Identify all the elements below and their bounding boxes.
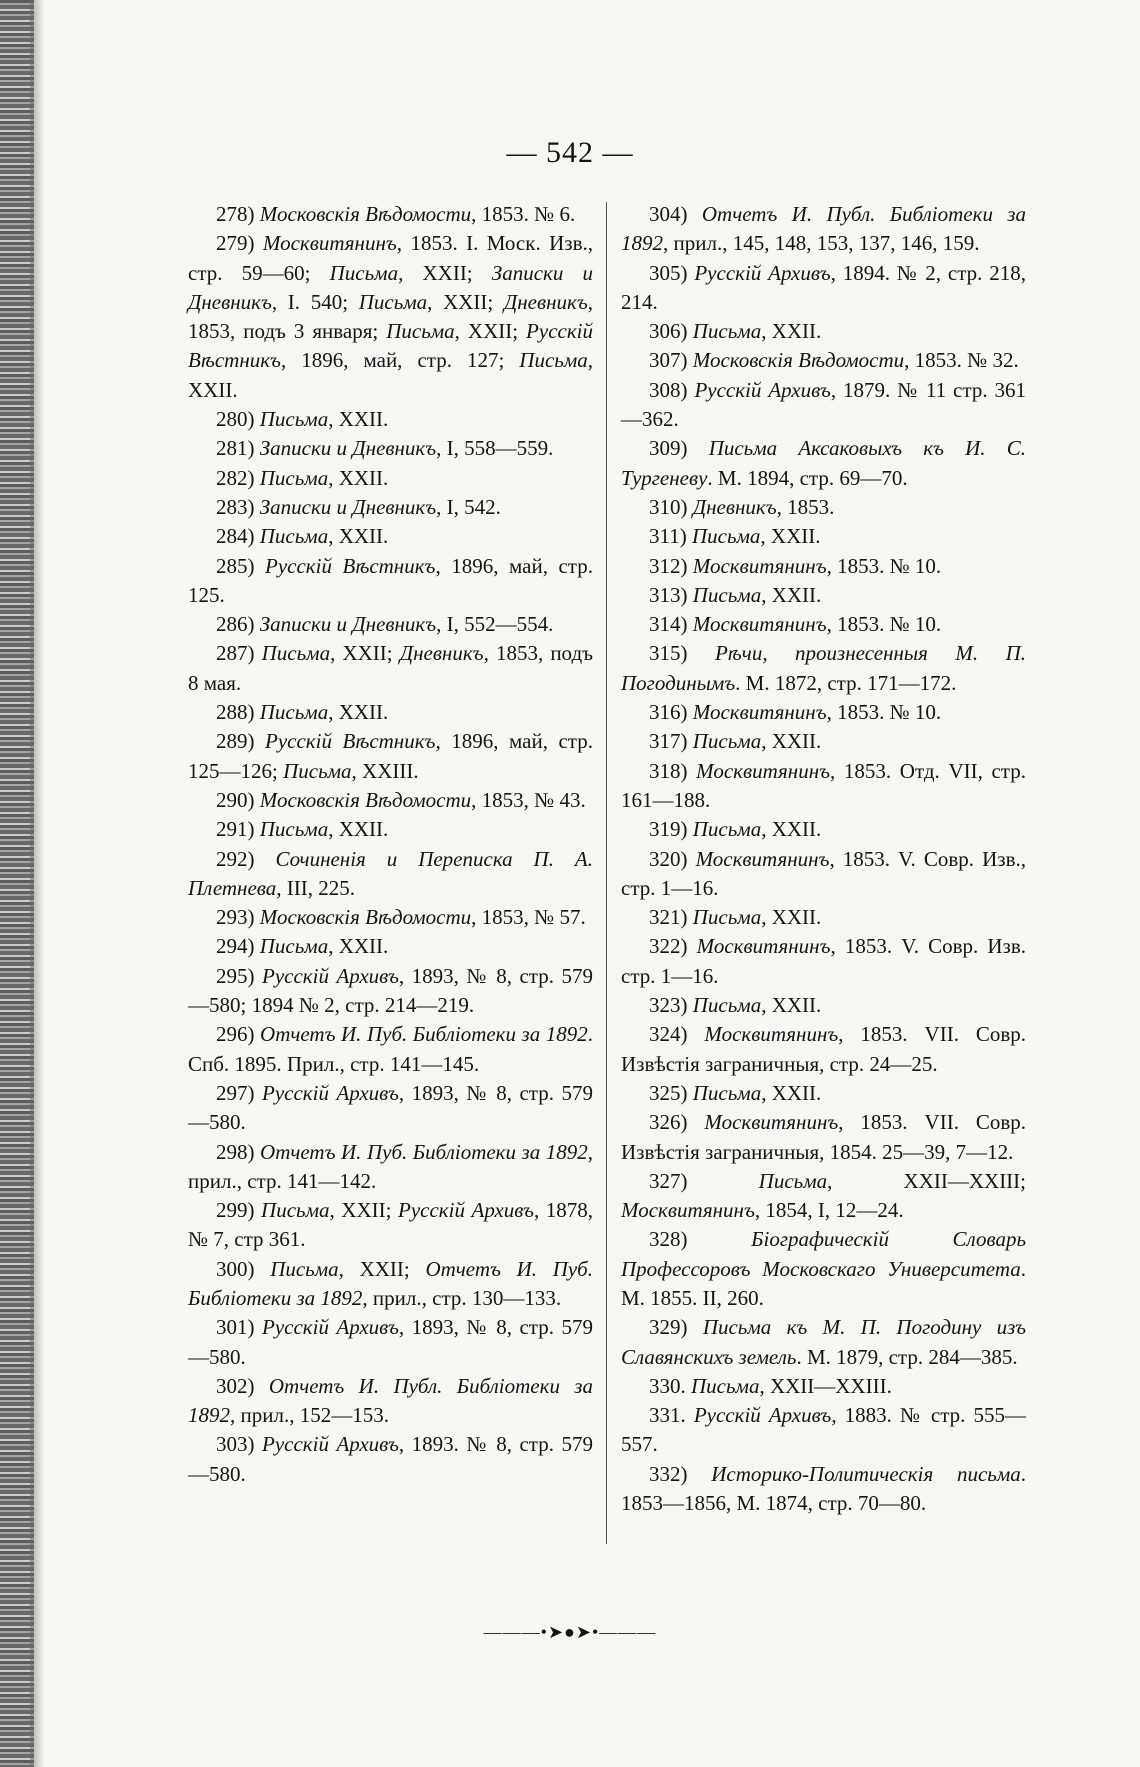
note-entry: 301) Русскій Архивъ, 1893, № 8, стр. 579—580. xyxy=(188,1315,593,1369)
note-entry: 289) Русскій Вѣстникъ, 1896, май, стр. 125—126; Письма, XXIII. xyxy=(188,729,593,783)
column-divider xyxy=(606,202,607,1544)
note-entry: 284) Письма, XXII. xyxy=(216,524,389,549)
note-entry: 312) Москвитянинъ, 1853. № 10. xyxy=(649,553,942,578)
note-entry: 279) Москвитянинъ, 1853. I. Моск. Изв., стр. 59—60; Письма, XXII; Записки и Дневникъ, I. 540; Письма, XXII; Дневникъ, 1853, подъ 3 января; Письма, XXII; Русскій Вѣстникъ, 1896, май, стр. 127; Письма, XXII. xyxy=(188,231,594,402)
note-entry: 283) Записки и Дневникъ, I, 542. xyxy=(216,494,501,519)
page-number: — 542 — xyxy=(506,136,634,169)
note-entry: 303) Русскій Архивъ, 1893. № 8, стр. 579—580. xyxy=(188,1432,593,1486)
note-entry: 287) Письма, XXII; Дневникъ, 1853, подъ 8 мая. xyxy=(188,641,593,695)
note-entry: 313) Письма, XXII. xyxy=(649,582,822,607)
note-entry: 319) Письма, XXII. xyxy=(649,817,822,842)
note-entry: 300) Письма, XXII; Отчетъ И. Пуб. Библіотеки за 1892, прил., стр. 130—133. xyxy=(188,1256,593,1310)
note-entry: 291) Письма, XXII. xyxy=(216,817,389,842)
two-column-notes xyxy=(188,200,1028,1600)
note-entry: 323) Письма, XXII. xyxy=(649,993,822,1018)
note-entry: 317) Письма, XXII. xyxy=(649,729,822,754)
note-entry: 299) Письма, XXII; Русскій Архивъ, 1878, № 7, стр 361. xyxy=(188,1198,594,1252)
note-entry: 296) Отчетъ И. Пуб. Библіотеки за 1892. Спб. 1895. Прил., стр. 141—145. xyxy=(188,1022,594,1076)
note-entry: 326) Москвитянинъ, 1853. VII. Совр. Извѣстія заграничныя, 1854. 25—39, 7—12. xyxy=(621,1110,1026,1164)
note-entry: 302) Отчетъ И. Публ. Библіотеки за 1892, прил., 152—153. xyxy=(188,1373,593,1428)
note-entry: 306) Письма, XXII. xyxy=(649,319,822,344)
note-entry: 282) Письма, XXII. xyxy=(216,465,389,490)
note-entry: 308) Русскій Архивъ, 1879. № 11 стр. 361—362. xyxy=(621,377,1027,432)
note-entry: 278) Московскія Вѣдомости, 1853. № 6. xyxy=(216,202,576,226)
note-entry: 280) Письма, XXII. xyxy=(216,407,389,432)
note-entry: 294) Письма, XXII. xyxy=(216,934,389,959)
note-entry: 322) Москвитянинъ, 1853. V. Совр. Изв. стр. 1—16. xyxy=(621,934,1026,988)
note-entry: 298) Отчетъ И. Пуб. Библіотеки за 1892, прил., стр. 141—142. xyxy=(188,1139,594,1193)
note-entry: 310) Дневникъ, 1853. xyxy=(649,494,835,519)
note-entry: 288) Письма, XXII. xyxy=(216,700,389,725)
note-entry: 295) Русскій Архивъ, 1893, № 8, стр. 579—580; 1894 № 2, стр. 214—219. xyxy=(188,963,593,1018)
note-entry: 330. Письма, XXII—XXIII. xyxy=(649,1373,892,1398)
note-entry: 315) Рѣчи, произнесенныя М. П. Погодинымъ. М. 1872, стр. 171—172. xyxy=(621,641,1026,695)
note-entry: 286) Записки и Дневникъ, I, 552—554. xyxy=(216,612,554,637)
note-entry: 316) Москвитянинъ, 1853. № 10. xyxy=(649,700,942,725)
note-entry: 307) Московскія Вѣдомости, 1853. № 32. xyxy=(649,348,1019,373)
note-entry: 321) Письма, XXII. xyxy=(649,905,822,930)
note-entry: 320) Москвитянинъ, 1853. V. Совр. Изв., стр. 1—16. xyxy=(621,846,1026,900)
end-ornament: ———•➤●➤•——— xyxy=(483,1622,657,1642)
right-column xyxy=(621,200,1026,1518)
note-entry: 325) Письма, XXII. xyxy=(649,1080,822,1105)
note-entry: 314) Москвитянинъ, 1853. № 10. xyxy=(649,612,942,637)
note-entry: 327) Письма, XXII—XXIII; Москвитянинъ, 1854, I, 12—24. xyxy=(621,1168,1027,1223)
left-column xyxy=(188,200,593,1489)
note-entry: 304) Отчетъ И. Публ. Библіотеки за 1892, прил., 145, 148, 153, 137, 146, 159. xyxy=(621,202,1026,256)
note-entry: 285) Русскій Вѣстникъ, 1896, май, стр. 125. xyxy=(188,553,593,607)
note-entry: 297) Русскій Архивъ, 1893, № 8, стр. 579—580. xyxy=(188,1080,593,1135)
note-entry: 311) Письма, XXII. xyxy=(649,524,821,549)
note-entry: 293) Московскія Вѣдомости, 1853, № 57. xyxy=(216,905,586,930)
note-entry: 318) Москвитянинъ, 1853. Отд. VII, стр. 161—188. xyxy=(621,758,1026,812)
note-entry: 305) Русскій Архивъ, 1894. № 2, стр. 218, 214. xyxy=(621,260,1026,314)
note-entry: 324) Москвитянинъ, 1853. VII. Совр. Извѣстія заграничныя, стр. 24—25. xyxy=(621,1022,1026,1076)
note-entry: 290) Московскія Вѣдомости, 1853, № 43. xyxy=(216,787,586,812)
note-entry: 281) Записки и Дневникъ, I, 558—559. xyxy=(216,436,554,461)
note-entry: 332) Историко-Политическія письма. 1853—1856, М. 1874, стр. 70—80. xyxy=(621,1461,1026,1516)
note-entry: 328) Біографическій Словарь Профессоровъ Московскаго Университета. М. 1855. II, 260. xyxy=(621,1227,1026,1310)
scanned-page-edge xyxy=(0,0,34,1767)
note-entry: 331. Русскій Архивъ, 1883. № стр. 555—557. xyxy=(621,1403,1026,1457)
note-entry: 292) Сочиненія и Переписка П. А. Плетнева, III, 225. xyxy=(188,846,593,900)
note-entry: 329) Письма къ М. П. Погодину изъ Славянскихъ земель. М. 1879, стр. 284—385. xyxy=(621,1315,1026,1369)
note-entry: 309) Письма Аксаковыхъ къ И. С. Тургеневу. М. 1894, стр. 69—70. xyxy=(621,436,1026,490)
